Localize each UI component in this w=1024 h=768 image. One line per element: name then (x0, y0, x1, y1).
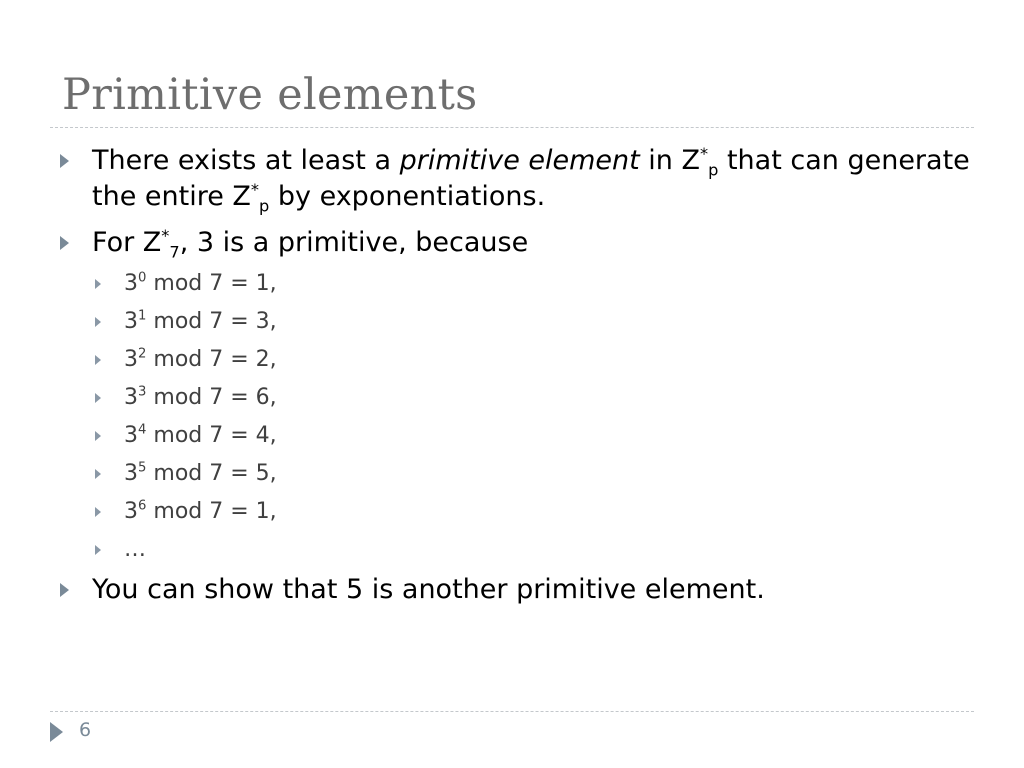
sub-item-text: $3^4$ mod 7 = 4, (124, 422, 277, 448)
sub-bullet-arrow-icon (95, 393, 101, 403)
sub-item-text: $3^1$ mod 7 = 3, (124, 308, 277, 334)
sub-bullet-arrow-icon (95, 317, 101, 327)
sub-item-text: $3^6$ mod 7 = 1, (124, 498, 277, 524)
slide-title: Primitive elements (62, 70, 478, 120)
sub-item-text: $3^2$ mod 7 = 2, (124, 346, 277, 372)
sub-bullet-arrow-icon (95, 507, 101, 517)
sub-item-text: $3^0$ mod 7 = 1, (124, 270, 277, 296)
bullet-text: You can show that 5 is another primitive element. (92, 574, 765, 605)
sub-bullet-arrow-icon (95, 355, 101, 365)
sub-bullet-arrow-icon (95, 545, 101, 555)
bullet-arrow-icon (60, 236, 69, 250)
bullet-text: For $Z^*_7$, 3 is a primitive, because (92, 226, 529, 262)
bullet-text-line2: the entire $Z^*_p$ by exponentiations. (92, 180, 546, 216)
footer-divider (50, 711, 974, 712)
sub-item-text: $3^5$ mod 7 = 5, (124, 460, 277, 486)
title-divider (50, 127, 974, 128)
bullet-arrow-icon (60, 154, 69, 168)
sub-bullet-arrow-icon (95, 469, 101, 479)
page-number: 6 (79, 719, 92, 741)
bullet-arrow-icon (60, 583, 69, 597)
sub-item-text: $3^3$ mod 7 = 6, (124, 384, 277, 410)
sub-item-text: … (124, 537, 146, 562)
footer-arrow-icon (50, 722, 63, 742)
bullet-text-line1: There exists at least a primitive element in $Z^*_p$ that can generate (92, 144, 970, 180)
sub-bullet-arrow-icon (95, 431, 101, 441)
sub-bullet-arrow-icon (95, 279, 101, 289)
